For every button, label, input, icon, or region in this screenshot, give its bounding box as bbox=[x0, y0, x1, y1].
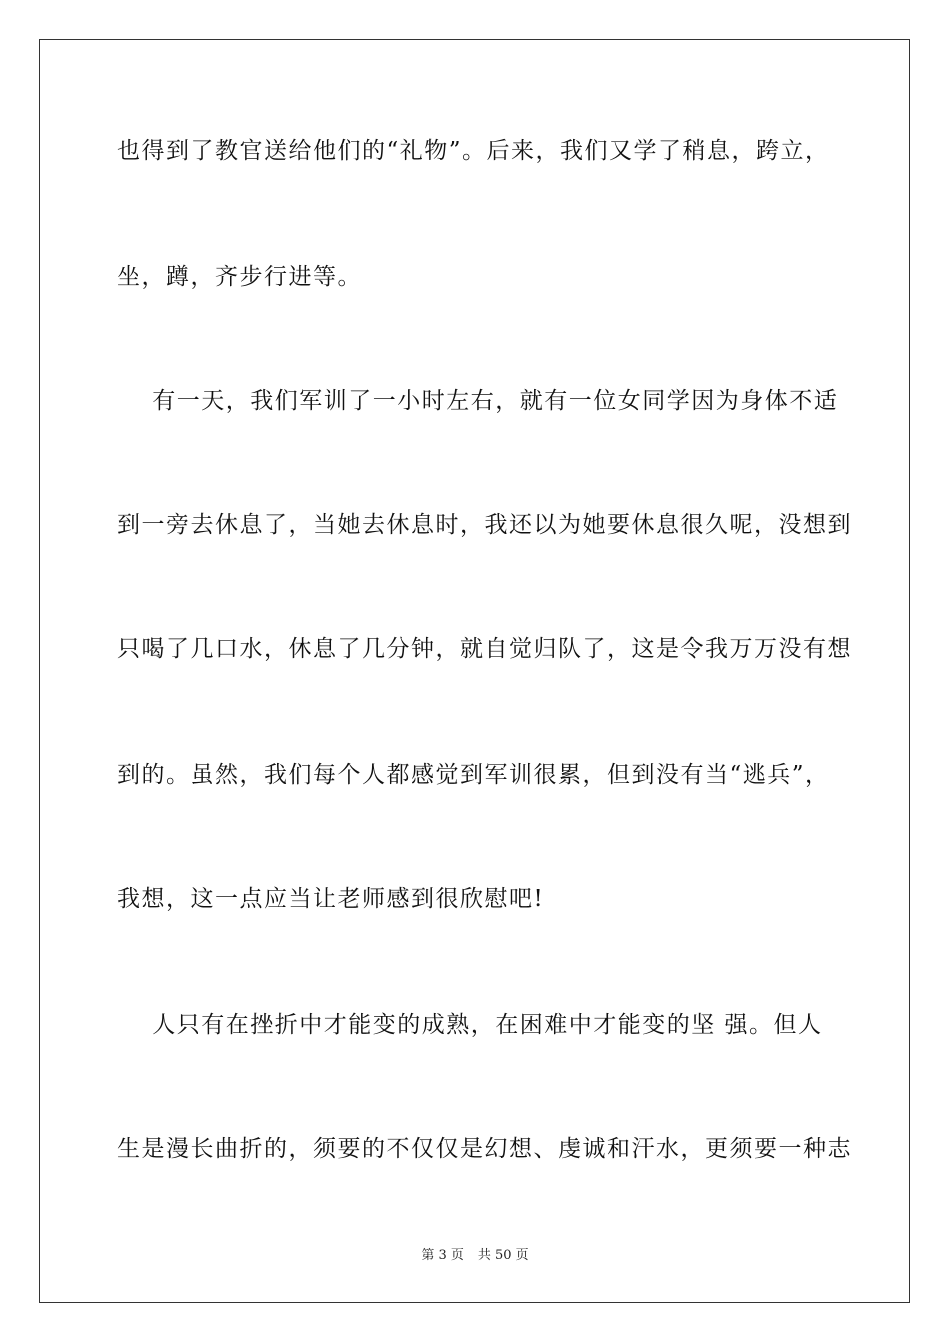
text-line-8: 人只有在挫折中才能变的成熟，在困难中才能变的坚 强。但人 bbox=[117, 1012, 823, 1038]
page-footer bbox=[0, 1247, 950, 1265]
text-line-9: 生是漫长曲折的，须要的不仅仅是幻想、虔诚和汗水，更须要一种志 bbox=[117, 1136, 852, 1162]
text-line-4: 到一旁去休息了，当她去休息时，我还以为她要休息很久呢，没想到 bbox=[117, 512, 852, 538]
text-line-6: 到的。虽然，我们每个人都感觉到军训很累，但到没有当“逃兵”， bbox=[117, 762, 830, 788]
text-line-2: 坐，蹲，齐步行进等。 bbox=[117, 264, 362, 290]
page-number: 第 3 页 bbox=[421, 1248, 464, 1263]
text-line-5: 只喝了几口水，休息了几分钟，就自觉归队了，这是令我万万没有想 bbox=[117, 636, 852, 662]
text-line-7: 我想，这一点应当让老师感到很欣慰吧! bbox=[117, 886, 545, 912]
text-line-3: 有一天，我们军训了一小时左右，就有一位女同学因为身体不适 bbox=[117, 388, 839, 414]
page-total: 共 50 页 bbox=[477, 1248, 529, 1263]
text-line-1: 也得到了教官送给他们的“礼物”。后来，我们又学了稍息，跨立， bbox=[117, 138, 830, 164]
page-border bbox=[39, 39, 910, 1303]
